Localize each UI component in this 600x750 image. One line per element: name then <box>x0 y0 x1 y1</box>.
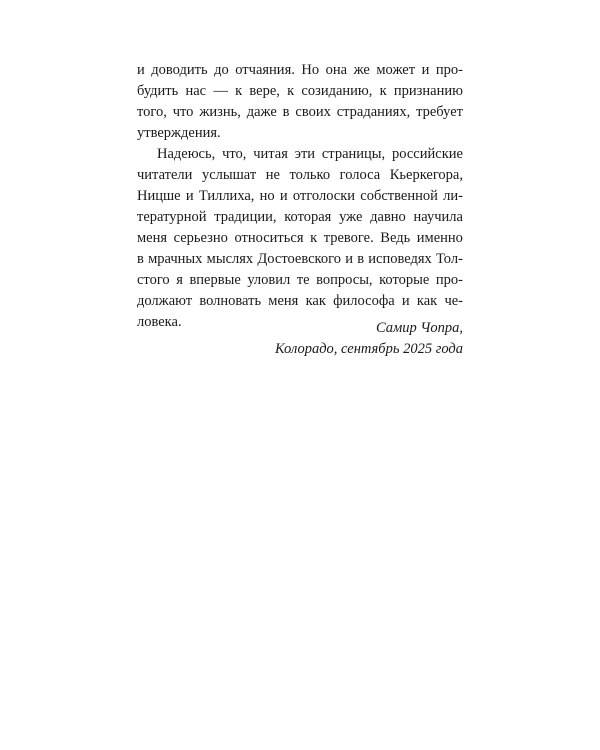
word: тературной <box>137 209 207 225</box>
word: созиданию, <box>301 83 373 99</box>
word: мрачных <box>148 251 203 267</box>
word: отчаяния. <box>235 62 295 78</box>
word: стого <box>137 272 170 288</box>
word: те <box>296 272 310 288</box>
word: Но <box>301 62 320 78</box>
word: только <box>289 167 331 183</box>
word: к <box>310 230 318 246</box>
word: она <box>325 62 348 78</box>
word: относиться <box>234 230 304 246</box>
word: которая <box>284 209 332 225</box>
word: же <box>353 62 370 78</box>
word: — <box>213 83 228 99</box>
word: что <box>172 104 194 120</box>
word: философа <box>333 293 395 309</box>
text-line <box>137 207 463 228</box>
word: вопросы, <box>316 272 373 288</box>
word: впервые <box>189 272 241 288</box>
word: тревоге. <box>323 230 374 246</box>
word: серьезно <box>173 230 228 246</box>
word: волновать <box>199 293 262 309</box>
word: научила <box>413 209 463 225</box>
word: традиции, <box>214 209 277 225</box>
word: про- <box>435 272 463 288</box>
word: Тол- <box>436 251 463 267</box>
word: вере, <box>249 83 280 99</box>
word: должают <box>137 293 193 309</box>
word: ли- <box>443 188 463 204</box>
word: до <box>214 62 229 78</box>
word: страданиях, <box>336 104 411 120</box>
word: что, <box>222 146 247 162</box>
word: эти <box>294 146 316 162</box>
word: но <box>259 188 275 204</box>
word: Кьеркегора, <box>389 167 463 183</box>
text-line <box>137 228 463 249</box>
word: исповедях <box>368 251 432 267</box>
word: к <box>379 83 387 99</box>
signature-block <box>275 318 463 360</box>
word: читая <box>253 146 288 162</box>
word: доводить <box>151 62 208 78</box>
word: и <box>401 293 410 309</box>
word: признанию <box>393 83 463 99</box>
word: давно <box>370 209 406 225</box>
word: к <box>287 83 295 99</box>
word: Тиллиха, <box>198 188 255 204</box>
text-line <box>137 60 463 81</box>
text-line <box>137 165 463 186</box>
word: будить <box>137 83 179 99</box>
word: именно <box>416 230 463 246</box>
word: Ведь <box>380 230 411 246</box>
word: может <box>376 62 416 78</box>
word: собственной <box>360 188 438 204</box>
word: к <box>235 83 243 99</box>
word: нас <box>185 83 207 99</box>
word: про- <box>435 62 463 78</box>
word: которые <box>379 272 430 288</box>
word: Достоевского <box>257 251 341 267</box>
signature-place-date: Колорадо, сентябрь 2025 года <box>274 341 463 357</box>
word: мыслях <box>206 251 254 267</box>
text-line <box>137 186 463 207</box>
word: меня <box>137 230 168 246</box>
word: жизнь, <box>199 104 241 120</box>
word: и <box>137 62 145 78</box>
text-line: ловека. <box>137 314 182 330</box>
word: уловил <box>247 272 291 288</box>
word: уже <box>339 209 363 225</box>
word: в <box>282 104 290 120</box>
word: я <box>176 272 183 288</box>
word: услышат <box>201 167 257 183</box>
signature-author: Самир Чопра, <box>375 320 463 336</box>
word: че- <box>444 293 463 309</box>
text-line <box>137 249 463 270</box>
word: читатели <box>137 167 193 183</box>
body-text <box>137 60 463 333</box>
word: и <box>185 188 194 204</box>
word: отголоски <box>292 188 356 204</box>
text-line <box>137 144 463 165</box>
word: своих <box>295 104 331 120</box>
word: Надеюсь, <box>157 146 216 162</box>
word: и <box>421 62 430 78</box>
text-line <box>137 291 463 312</box>
word: как <box>305 293 326 309</box>
text-line: утверждения. <box>137 125 221 141</box>
word: не <box>265 167 280 183</box>
word: российские <box>392 146 463 162</box>
text-line <box>137 270 463 291</box>
word: того, <box>137 104 167 120</box>
word: и <box>279 188 288 204</box>
word: меня <box>268 293 299 309</box>
word: в <box>357 251 365 267</box>
word: требует <box>416 104 463 120</box>
word: как <box>416 293 438 309</box>
text-line <box>137 81 463 102</box>
word: и <box>345 251 353 267</box>
paragraph-2 <box>137 144 463 333</box>
paragraph-1 <box>137 60 463 144</box>
word: в <box>137 251 144 267</box>
word: Ницше <box>137 188 181 204</box>
word: голоса <box>339 167 381 183</box>
word: страницы, <box>321 146 386 162</box>
text-line <box>137 102 463 123</box>
word: даже <box>246 104 277 120</box>
